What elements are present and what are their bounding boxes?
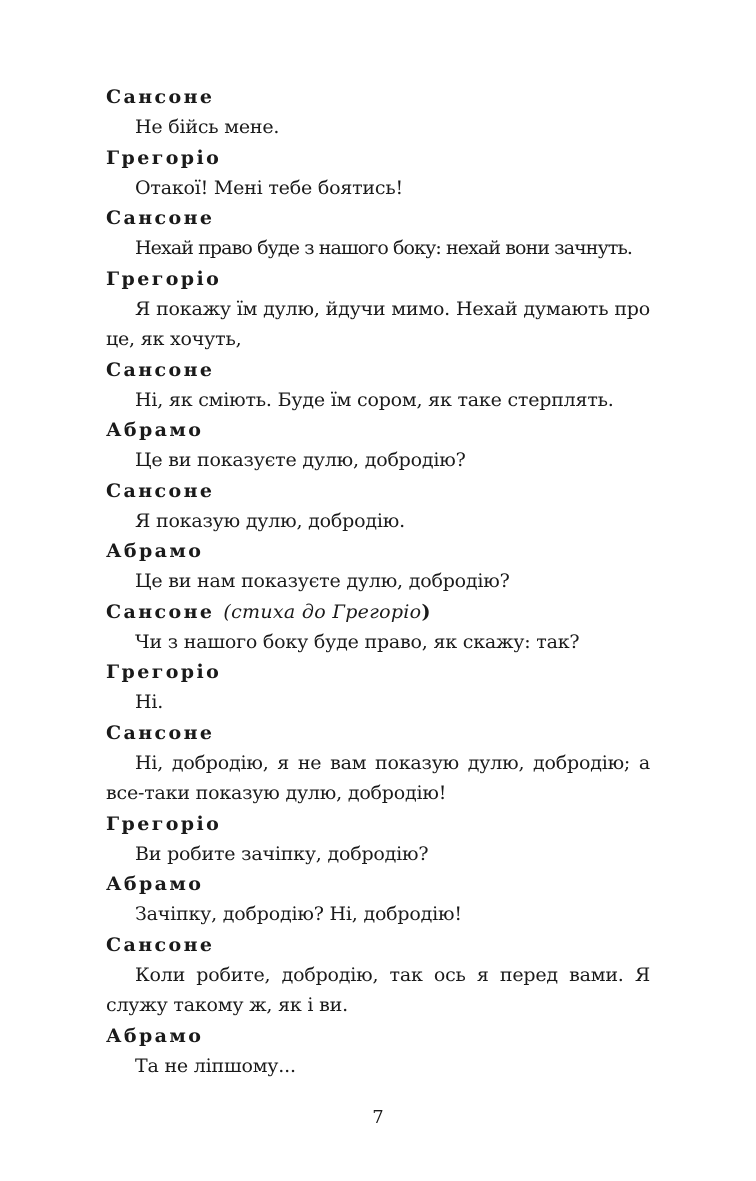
dialogue-page (106, 82, 650, 1081)
dialogue-line: Нехай право буде з нашого боку: нехай вони зачнуть. (135, 237, 633, 259)
dialogue-line: Я покажу їм дулю, йдучи мимо. Нехай думають про це, як хочуть, (106, 297, 650, 350)
speaker-name: Сансоне (106, 207, 215, 229)
speaker-name: Абрамо (106, 873, 204, 895)
dialogue-line: Чи з нашого боку буде право, як скажу: так? (135, 630, 580, 653)
page-number: 7 (372, 1107, 384, 1128)
speaker-name: Грегоріо (106, 146, 222, 169)
speaker-name: Сансоне (106, 358, 215, 381)
speaker-name: Грегоріо (106, 661, 222, 683)
stage-direction: (стиха до Грегоріо (223, 600, 422, 623)
speaker-name: Грегоріо (106, 812, 222, 835)
dialogue-line: Я показую дулю, добродію. (135, 509, 405, 532)
dialogue-line: Ні. (135, 691, 164, 713)
speaker-heading (106, 597, 650, 627)
speaker-name: Сансоне (106, 479, 215, 502)
speaker-name: Сансоне (106, 600, 215, 623)
dialogue-line: Ні, добродію, я не вам показую дулю, добродію; а все-таки показую дулю, добродію! (106, 751, 650, 804)
dialogue-line: Коли робите, добродію, так ось я перед вами. Я служу такому ж, як і ви. (106, 963, 650, 1016)
speaker-name: Грегоріо (106, 267, 222, 290)
dialogue-line: Ні, як сміють. Буде їм сором, як таке стерплять. (135, 388, 614, 411)
dialogue-line: Ви робите зачіпку, добродію? (135, 842, 429, 865)
speaker-name: Абрамо (106, 419, 204, 441)
dialogue-line: Отакої! Мені тебе боятись! (135, 176, 403, 199)
speaker-name: Сансоне (106, 86, 215, 108)
speaker-name: Абрамо (106, 540, 204, 562)
speaker-name: Сансоне (106, 721, 215, 744)
dialogue-line: Це ви нам показуєте дулю, добродію? (135, 570, 510, 592)
dialogue-line: Зачіпку, добродію? Ні, добродію! (135, 903, 462, 925)
speaker-name: Сансоне (106, 933, 215, 956)
dialogue-line: Та не ліпшому... (135, 1054, 296, 1077)
speaker-name: Абрамо (106, 1024, 204, 1047)
dialogue-line: Це ви показуєте дулю, добродію? (135, 449, 466, 471)
stage-direction-close: ) (421, 600, 431, 623)
dialogue-line: Не бійсь мене. (135, 116, 280, 138)
